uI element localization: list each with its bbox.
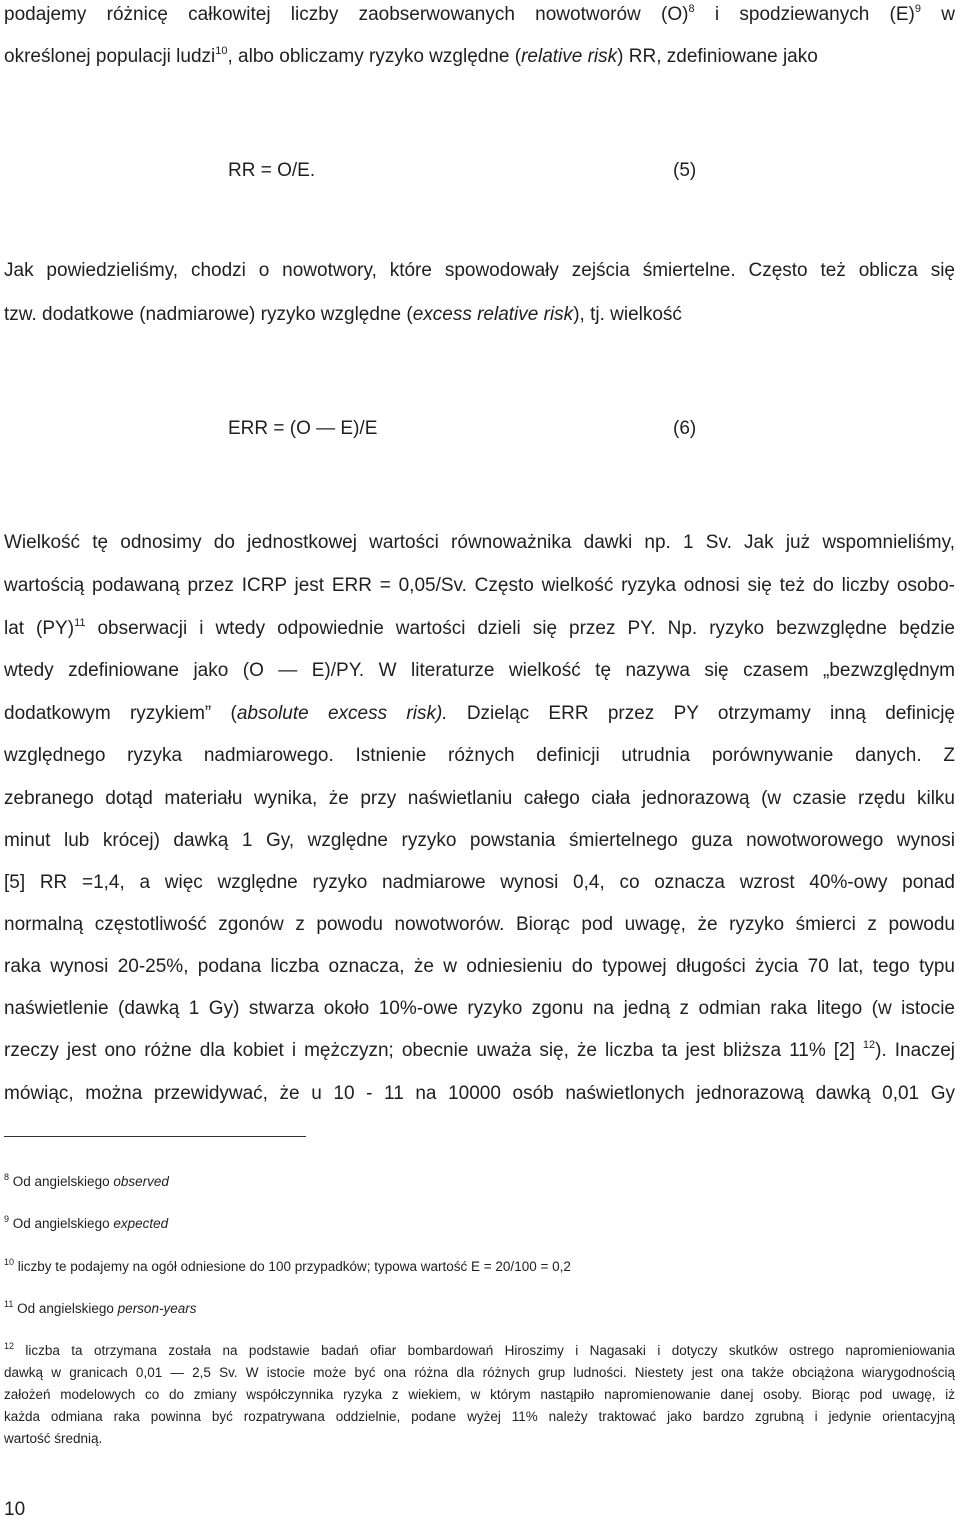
body-line: naświetlenie (dawką 1 Gy) stwarza około 10%-owe ryzyko zgonu na jedną z odmian raka litego (w istocie xyxy=(4,998,955,1019)
body-line: tzw. dodatkowe (nadmiarowe) ryzyko względne (excess relative risk), tj. wielkość xyxy=(4,304,682,325)
footnote-ref: 9 xyxy=(914,3,922,15)
body-line: określonej populacji ludzi$^{10}$, albo obliczamy ryzyko względne (relative risk) RR, zdefiniowane jako xyxy=(4,45,818,67)
body-line: wtedy zdefiniowane jako (O — E)/PY. W literaturze wielkość tę nazywa się czasem „bezwzględnym xyxy=(4,660,955,681)
equation-6-formula: ERR = (O — E)/E xyxy=(228,418,378,439)
footnote-12-line: wartość średnią. xyxy=(4,1431,103,1446)
body-line: Wielkość tę odnosimy do jednostkowej wartości równoważnika dawki np. 1 Sv. Jak już wspomnieliśmy, xyxy=(4,532,955,553)
equation-6-number: (6) xyxy=(673,418,697,439)
footnote-9: $^9$ Od angielskiego expected xyxy=(4,1214,169,1231)
body-line: rzeczy jest ono różne dla kobiet i mężczyzn; obecnie uważa się, że liczba ta jest bliższa 11% [2] $^{12}$). Inaczej xyxy=(4,1039,955,1061)
body-line: Jak powiedzieliśmy, chodzi o nowotwory, które spowodowały zejścia śmiertelne. Często też oblicza się xyxy=(4,260,955,281)
equation-5-formula: RR = O/E. xyxy=(228,160,316,181)
footnote-separator xyxy=(4,1136,306,1137)
body-line: raka wynosi 20-25%, podana liczba oznacza, że w odniesieniu do typowej długości życia 70 lat, tego typu xyxy=(4,956,955,977)
body-line: normalną częstotliwość zgonów z powodu nowotworów. Biorąc pod uwagę, że ryzyko śmierci z powodu xyxy=(4,914,955,935)
body-line: lat (PY)$^{11}$ obserwacji i wtedy odpowiednie wartości dzieli się przez PY. Np. ryzyko bezwzględne będzie xyxy=(4,617,955,639)
body-line: zebranego dotąd materiału wynika, że przy naświetlaniu całego ciała jednorazową (w czasie rzędu kilku xyxy=(4,788,955,809)
footnote-ref: 12 xyxy=(862,1039,876,1051)
page-number: 10 xyxy=(4,1499,26,1520)
footnote-8: $^8$ Od angielskiego observed xyxy=(4,1172,169,1189)
body-line: dodatkowym ryzykiem” (absolute excess risk). Dzieląc ERR przez PY otrzymamy inną definicję xyxy=(4,703,955,724)
body-line: minut lub krócej) dawką 1 Gy, względne ryzyko powstania śmiertelnego guza nowotworowego wynosi xyxy=(4,830,955,851)
footnote-11: $^{11}$ Od angielskiego person-years xyxy=(4,1299,197,1316)
footnote-ref: 10 xyxy=(215,45,228,57)
footnote-12-line: założeń modelowych co do zmiany współczynnika ryzyka z wiekiem, w którym nastąpiło napromienowanie danej osoby. Biorąc pod uwagę, iż xyxy=(4,1387,955,1402)
body-line: względnego ryzyka nadmiarowego. Istnienie różnych definicji utrudnia porównywanie danych. Z xyxy=(4,745,955,766)
body-line: podajemy różnicę całkowitej liczby zaobserwowanych nowotworów $(O)^8$ i spodziewanych $(E)^9$ w xyxy=(4,3,956,25)
footnote-12-line: każda odmiana raka powinna być rozpatrywana oddzielnie, podane wyżej 11% należy traktować jako bardzo zgrubną i jedynie orientacyjną xyxy=(4,1409,955,1424)
footnote-ref: 11 xyxy=(74,617,86,629)
body-line: wartością podawaną przez ICRP jest ERR = 0,05/Sv. Często wielkość ryzyka odnosi się też do liczby osobo- xyxy=(4,575,955,596)
footnote-12: $^{12}$ liczba ta otrzymana została na podstawie badań ofiar bombardowań Hiroszimy i Nagasaki i dotyczy skutków ostrego napromieniowania xyxy=(4,1341,955,1358)
footnote-ref: 8 xyxy=(688,3,695,15)
footnote-12-line: dawką w granicach 0,01 — 2,5 Sv. W istocie może być ona różna dla różnych grup ludności. Niestety jest ona także obciążona wiarygodnością xyxy=(4,1365,955,1380)
equation-5-number: (5) xyxy=(673,160,697,181)
body-line: mówiąc, można przewidywać, że u 10 - 11 na 10000 osób naświetlonych jednorazową dawką 0,01 Gy xyxy=(4,1083,955,1104)
footnote-10: $^{10}$ liczby te podajemy na ogół odniesione do 100 przypadków; typowa wartość E = 20/100 = 0,2 xyxy=(4,1257,571,1274)
body-line: [5] RR =1,4, a więc względne ryzyko nadmiarowe wynosi 0,4, co oznacza wzrost 40%-owy ponad xyxy=(4,872,955,893)
